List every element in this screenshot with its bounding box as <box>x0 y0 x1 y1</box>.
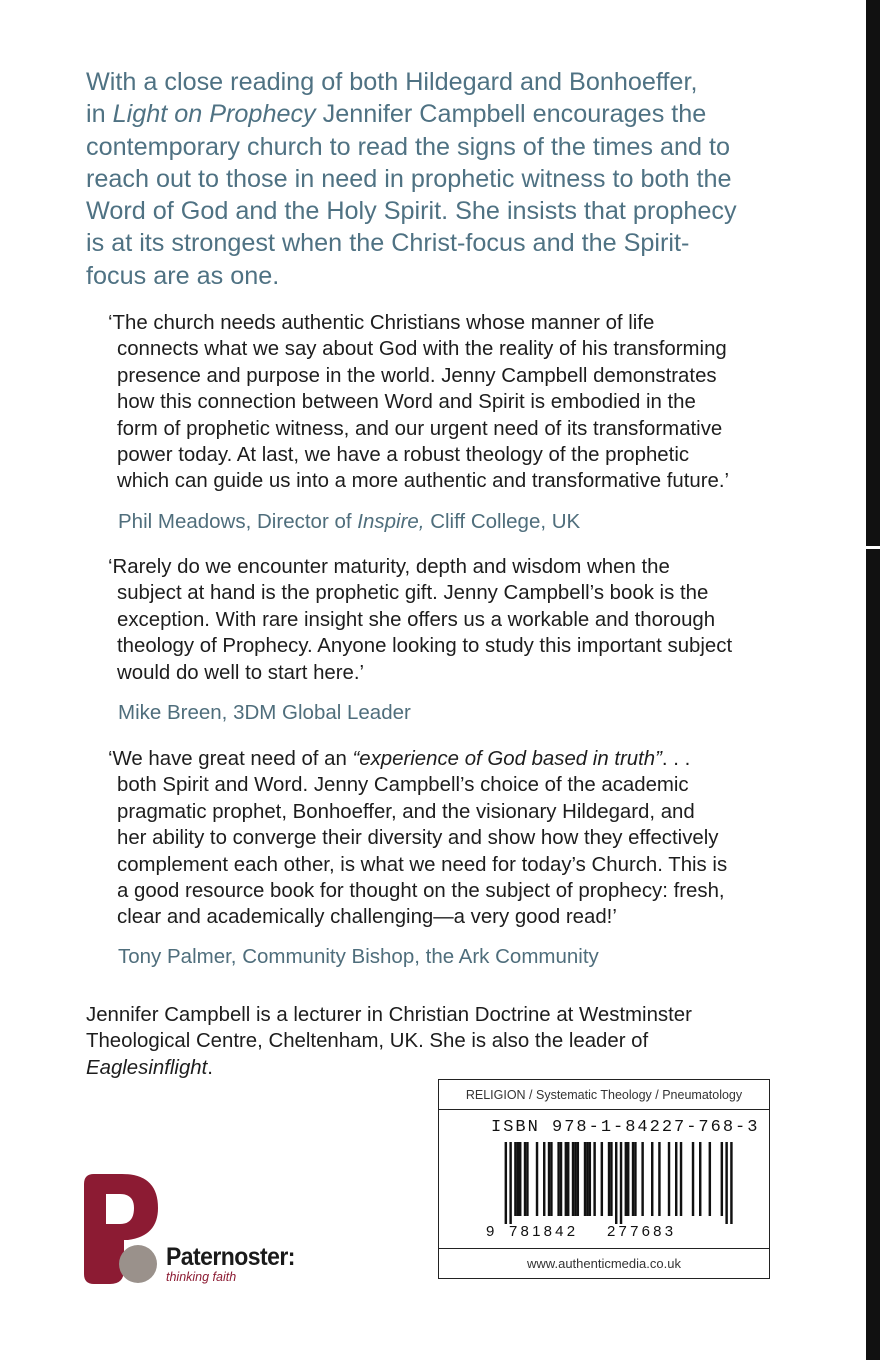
publisher-name: Paternoster: <box>166 1243 295 1271</box>
quote-line: clear and academically challenging—a very good read!’ <box>117 906 617 929</box>
barcode-bar <box>625 1142 627 1216</box>
barcode-bar <box>627 1142 629 1216</box>
quote-line: ‘The church needs authentic Christians whose manner of life <box>108 312 655 334</box>
endorsement-attribution-2: Mike Breen, 3DM Global Leader <box>118 701 411 724</box>
barcode-bar <box>577 1142 579 1216</box>
publisher-url: www.authenticmedia.co.uk <box>439 1248 769 1278</box>
barcode-digits-right: 277683 <box>607 1223 677 1240</box>
blurb-line: Word of God and the Holy Spirit. She insists that prophecy <box>86 197 737 226</box>
quote-line: complement each other, is what we need for today’s Church. This is <box>117 853 728 876</box>
paternoster-logo-icon <box>84 1170 164 1288</box>
bio-line: Theological Centre, Cheltenham, UK. She is also the leader of <box>86 1030 649 1053</box>
barcode-bar <box>634 1142 636 1216</box>
subject-category: RELIGION / Systematic Theology / Pneumatology <box>439 1080 769 1110</box>
blurb-line: reach out to those in need in prophetic witness to both the <box>86 164 732 193</box>
barcode-bar <box>565 1142 567 1216</box>
cover-blurb <box>86 66 786 292</box>
book-spine-edge <box>866 0 880 1360</box>
barcode-bar <box>557 1142 559 1216</box>
barcode-bar <box>572 1142 574 1216</box>
book-title: Light on Prophecy <box>112 100 316 129</box>
barcode-bar <box>608 1142 610 1216</box>
barcode-bar <box>632 1142 634 1216</box>
barcode-bar <box>668 1142 670 1216</box>
barcode-digits-left: 781842 <box>509 1223 579 1240</box>
barcode-bar <box>567 1142 569 1216</box>
barcode-icon <box>483 1142 755 1224</box>
barcode-bar <box>505 1142 507 1224</box>
barcode-bar <box>543 1142 545 1216</box>
barcode-digits <box>483 1223 753 1243</box>
publisher-tagline: thinking faith <box>166 1270 237 1284</box>
barcode-bar <box>524 1142 526 1216</box>
barcode-bar <box>675 1142 677 1216</box>
quote-line: her ability to converge their diversity and show how they effectively <box>117 827 719 850</box>
barcode-bar <box>601 1142 603 1216</box>
blurb-line: in Light on Prophecy Jennifer Campbell encourages the <box>86 100 707 129</box>
quote-line: would do well to start here.’ <box>117 661 365 684</box>
barcode-bar <box>730 1142 732 1224</box>
barcode-bar <box>680 1142 682 1216</box>
author-name: Jennifer Campbell <box>86 1004 251 1026</box>
author-bio <box>86 1002 776 1081</box>
endorsement-quote-3 <box>108 746 798 931</box>
quote-line: which can guide us into a more authentic and transformative future.’ <box>117 470 730 493</box>
barcode-bar <box>593 1142 595 1216</box>
blurb-line: With a close reading of both Hildegard and Bonhoeffer, <box>86 68 698 96</box>
quote-line: a good resource book for thought on the subject of prophecy: fresh, <box>117 880 725 903</box>
quote-line: exception. With rare insight she offers us a workable and thorough <box>117 608 716 631</box>
barcode-bar <box>721 1142 723 1216</box>
endorsement-quote-1 <box>108 310 798 495</box>
endorsement-quote-2 <box>108 554 798 686</box>
barcode-digit-first: 9 <box>486 1223 495 1240</box>
quote-line: connects what we say about God with the reality of his transforming <box>117 338 727 361</box>
barcode-bar <box>725 1142 727 1224</box>
blurb-line: focus are as one. <box>86 261 280 290</box>
blurb-line: is at its strongest when the Christ-focus and the Spirit- <box>86 229 690 258</box>
barcode-bar <box>658 1142 660 1216</box>
quote-line: pragmatic prophet, Bonhoeffer, and the visionary Hildegard, and <box>117 800 695 823</box>
barcode-bar <box>651 1142 653 1216</box>
barcode-bar <box>584 1142 586 1216</box>
barcode-bar <box>586 1142 588 1216</box>
quote-line: subject at hand is the prophetic gift. Jenny Campbell’s book is the <box>117 582 709 605</box>
barcode-bar <box>610 1142 612 1216</box>
barcode-bar <box>574 1142 576 1216</box>
quote-line: presence and purpose in the world. Jenny Campbell demonstrates <box>117 364 717 387</box>
barcode-panel <box>438 1079 770 1279</box>
barcode-bar <box>589 1142 591 1216</box>
barcode-bar <box>615 1142 617 1224</box>
quote-line: ‘Rarely do we encounter maturity, depth and wisdom when the <box>108 556 670 578</box>
endorsement-attribution-1: Phil Meadows, Director of Inspire, Cliff College, UK <box>118 510 581 533</box>
isbn-label: ISBN 978-1-84227-768-3 <box>491 1118 760 1137</box>
blurb-line: contemporary church to read the signs of the times and to <box>86 132 731 161</box>
barcode-bar <box>548 1142 550 1216</box>
barcode-bar <box>550 1142 552 1216</box>
spine-mark <box>866 546 880 549</box>
endorsement-attribution-3: Tony Palmer, Community Bishop, the Ark Community <box>118 945 599 968</box>
quote-line: power today. At last, we have a robust theology of the prophetic <box>117 444 690 467</box>
quote-line: how this connection between Word and Spirit is embodied in the <box>117 391 696 414</box>
quote-line: theology of Prophecy. Anyone looking to study this important subject <box>117 635 733 658</box>
quote-line: form of prophetic witness, and our urgent need of its transformative <box>117 417 723 440</box>
barcode-bar <box>560 1142 562 1216</box>
barcode-bar <box>517 1142 519 1216</box>
barcode-bar <box>514 1142 516 1216</box>
barcode-bar <box>692 1142 694 1216</box>
quote-line: both Spirit and Word. Jenny Campbell’s choice of the academic <box>117 774 689 797</box>
quote-line: ‘We have great need of an “experience of God based in truth”. . . <box>108 748 691 770</box>
barcode-bar <box>509 1142 511 1224</box>
barcode-bar <box>699 1142 701 1216</box>
bio-line: Eaglesinflight. <box>86 1056 213 1079</box>
bio-line: Jennifer Campbell is a lecturer in Christian Doctrine at Westminster <box>86 1004 692 1026</box>
barcode-bar <box>709 1142 711 1216</box>
barcode-bar <box>536 1142 538 1216</box>
barcode-bar <box>519 1142 521 1216</box>
barcode-bar <box>526 1142 528 1216</box>
barcode-bar <box>641 1142 643 1216</box>
barcode-bar <box>620 1142 622 1224</box>
